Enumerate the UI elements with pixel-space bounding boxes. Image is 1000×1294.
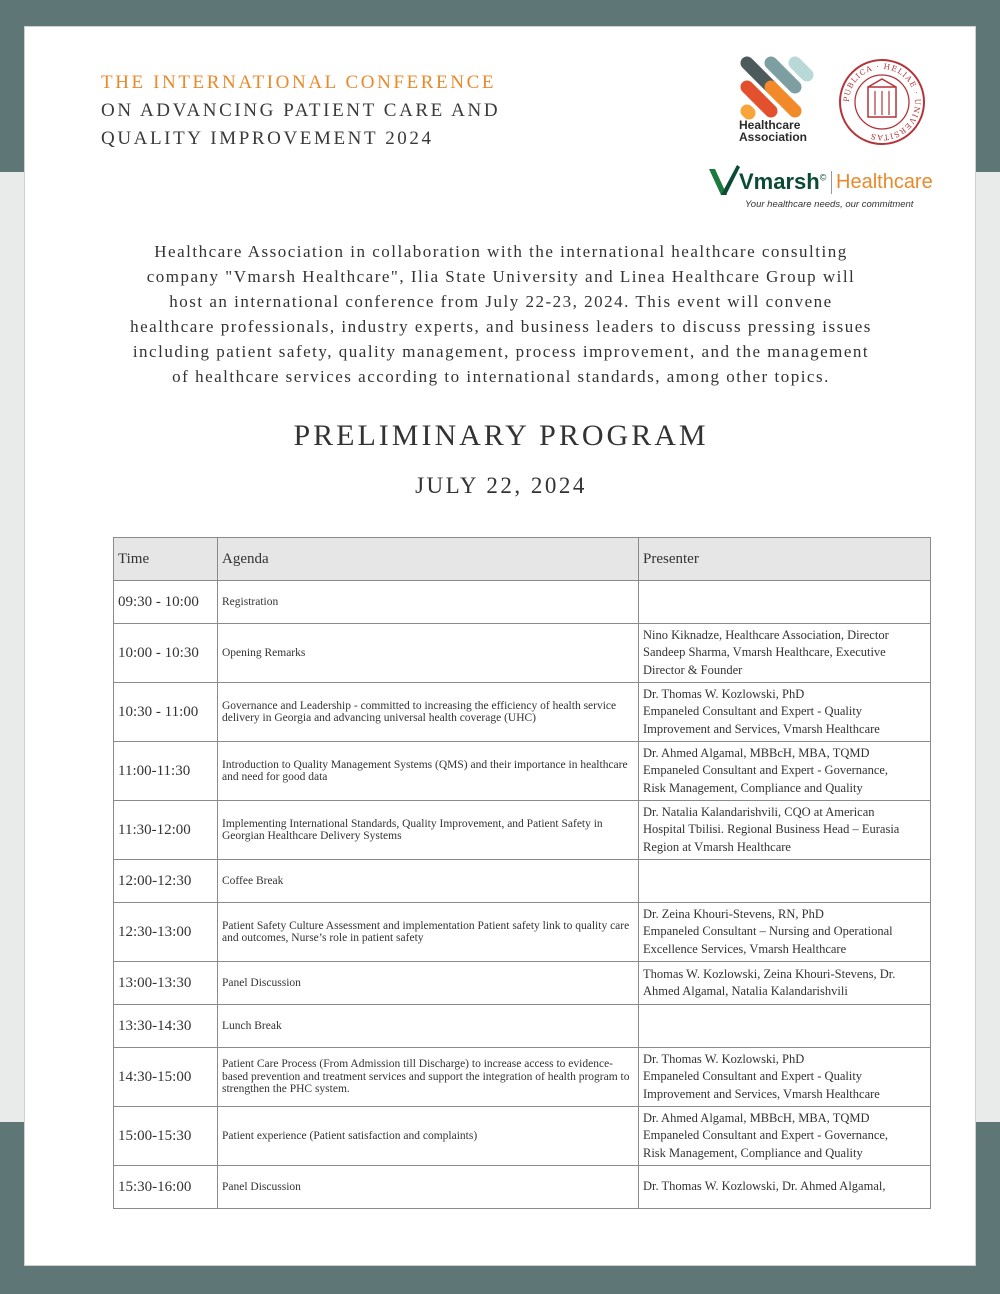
seal-ring-text: PUBLICA · HELIAE · UNIVERSITAS xyxy=(841,61,923,143)
program-date: JULY 22, 2024 xyxy=(415,473,587,498)
presenter-cell xyxy=(639,1048,931,1107)
presenter-cell xyxy=(639,1107,931,1166)
presenter-line: Improvement and Services, Vmarsh Healthcare xyxy=(643,721,880,736)
presenter-line: Dr. Thomas W. Kozlowski, Dr. Ahmed Algamal, xyxy=(643,1179,886,1194)
presenter-line: Sandeep Sharma, Vmarsh Healthcare, Executive xyxy=(643,645,886,660)
column-header-agenda: Agenda xyxy=(218,538,639,581)
conference-title-line-2: ON ADVANCING PATIENT CARE AND xyxy=(101,100,501,121)
vmarsh-healthcare-text: Healthcare xyxy=(831,171,933,194)
presenter-line: Improvement and Services, Vmarsh Healthcare xyxy=(643,1086,880,1101)
intro-line: company "Vmarsh Healthcare", Ilia State University and Linea Healthcare Group will xyxy=(146,267,856,286)
presenter-line: Empaneled Consultant – Nursing and Operational xyxy=(643,924,893,939)
presenter-line: Risk Management, Compliance and Quality xyxy=(643,1145,863,1160)
time-cell: 12:00-12:30 xyxy=(114,860,218,903)
presenter-line: Region at Vmarsh Healthcare xyxy=(643,839,791,854)
vmarsh-tagline: Your healthcare needs, our commitment xyxy=(745,199,914,210)
agenda-cell: Implementing International Standards, Quality Improvement, and Patient Safety in Georgian Healthcare Delivery Systems xyxy=(218,801,639,860)
vmarsh-copyright-mark: © xyxy=(819,172,827,183)
table-row xyxy=(114,860,931,903)
presenter-cell xyxy=(639,581,931,624)
agenda-cell: Introduction to Quality Management Systems (QMS) and their importance in healthcare and need for good data xyxy=(218,742,639,801)
vmarsh-name xyxy=(739,169,826,195)
intro-line: of healthcare services according to international standards, among other topics. xyxy=(172,367,830,386)
presenter-line: Dr. Ahmed Algamal, MBBcH, MBA, TQMD xyxy=(643,1110,870,1125)
presenter-line: Risk Management, Compliance and Quality xyxy=(643,780,863,795)
agenda-cell: Registration xyxy=(218,581,639,624)
time-cell: 11:00-11:30 xyxy=(114,742,218,801)
time-cell: 11:30-12:00 xyxy=(114,801,218,860)
table-row xyxy=(114,903,931,962)
time-cell: 10:30 - 11:00 xyxy=(114,683,218,742)
presenter-line: Thomas W. Kozlowski, Zeina Khouri-Stevens, Dr. xyxy=(643,966,896,981)
presenter-cell xyxy=(639,683,931,742)
time-cell: 13:30-14:30 xyxy=(114,1005,218,1048)
vmarsh-check-icon xyxy=(707,163,741,197)
table-header-row xyxy=(114,538,931,581)
intro-paragraph xyxy=(95,239,907,389)
document-page xyxy=(24,26,976,1266)
intro-line: including patient safety, quality management, process improvement, and the management xyxy=(132,342,870,361)
table-row xyxy=(114,1107,931,1166)
program-title: PRELIMINARY PROGRAM xyxy=(293,419,709,452)
table-row xyxy=(114,742,931,801)
vmarsh-healthcare-logo xyxy=(707,161,937,213)
column-header-time: Time xyxy=(114,538,218,581)
presenter-line: Director & Founder xyxy=(643,662,743,677)
agenda-cell: Governance and Leadership - committed to increasing the efficiency of health service delivery in Georgia and advancing universal health coverage (UHC) xyxy=(218,683,639,742)
table-row xyxy=(114,624,931,683)
time-cell: 15:30-16:00 xyxy=(114,1166,218,1209)
agenda-cell: Patient experience (Patient satisfaction and complaints) xyxy=(218,1107,639,1166)
intro-line: Healthcare Association in collaboration with the international healthcare consulting xyxy=(154,242,848,261)
healthcare-association-logo xyxy=(735,51,825,143)
table-row xyxy=(114,683,931,742)
presenter-cell xyxy=(639,742,931,801)
conference-title-line-1: THE INTERNATIONAL CONFERENCE xyxy=(101,72,497,93)
time-cell: 14:30-15:00 xyxy=(114,1048,218,1107)
presenter-line: Empaneled Consultant and Expert - Quality xyxy=(643,704,863,719)
program-table xyxy=(113,537,931,1209)
presenter-line: Empaneled Consultant and Expert - Governance, xyxy=(643,763,889,778)
table-row xyxy=(114,1048,931,1107)
presenter-line: Excellence Services, Vmarsh Healthcare xyxy=(643,941,847,956)
table-row xyxy=(114,801,931,860)
presenter-line: Empaneled Consultant and Expert - Quality xyxy=(643,1069,863,1084)
healthcare-association-wordmark xyxy=(739,119,825,143)
table-row xyxy=(114,1166,931,1209)
presenter-cell xyxy=(639,903,931,962)
presenter-cell xyxy=(639,962,931,1005)
agenda-cell: Panel Discussion xyxy=(218,1166,639,1209)
ha-line-1: Healthcare xyxy=(739,118,801,132)
time-cell: 09:30 - 10:00 xyxy=(114,581,218,624)
intro-line: host an international conference from July 22-23, 2024. This event will convene xyxy=(169,292,833,311)
university-seal-icon xyxy=(837,57,927,147)
presenter-cell xyxy=(639,860,931,903)
vmarsh-name-text: Vmarsh xyxy=(739,169,820,194)
presenter-cell xyxy=(639,624,931,683)
presenter-cell xyxy=(639,801,931,860)
time-cell: 15:00-15:30 xyxy=(114,1107,218,1166)
time-cell: 13:00-13:30 xyxy=(114,962,218,1005)
presenter-line: Nino Kiknadze, Healthcare Association, Director xyxy=(643,627,889,642)
presenter-cell xyxy=(639,1005,931,1048)
presenter-line: Dr. Thomas W. Kozlowski, PhD xyxy=(643,686,805,701)
presenter-line: Dr. Natalia Kalandarishvili, CQO at American xyxy=(643,804,875,819)
presenter-cell xyxy=(639,1166,931,1209)
presenter-line: Ahmed Algamal, Natalia Kalandarishvili xyxy=(643,984,848,998)
agenda-cell: Patient Safety Culture Assessment and implementation Patient safety link to quality care and outcomes, Nurse’s role in patient safety xyxy=(218,903,639,962)
ha-line-2: Association xyxy=(739,130,808,144)
time-cell: 12:30-13:00 xyxy=(114,903,218,962)
intro-line: healthcare professionals, industry experts, and business leaders to discuss pressing issues xyxy=(130,317,872,336)
presenter-line: Dr. Ahmed Algamal, MBBcH, MBA, TQMD xyxy=(643,745,870,760)
healthcare-association-logo-icon xyxy=(735,51,821,123)
agenda-cell: Panel Discussion xyxy=(218,962,639,1005)
table-row xyxy=(114,1005,931,1048)
presenter-line: Empaneled Consultant and Expert - Governance, xyxy=(643,1128,889,1143)
agenda-cell: Patient Care Process (From Admission till Discharge) to increase access to evidence-based prevention and treatment services and support the integration of health program to strengthen the PHC system. xyxy=(218,1048,639,1107)
agenda-cell: Coffee Break xyxy=(218,860,639,903)
agenda-cell: Opening Remarks xyxy=(218,624,639,683)
presenter-line: Hospital Tbilisi. Regional Business Head – Eurasia xyxy=(643,822,900,837)
conference-title xyxy=(101,69,500,153)
conference-title-line-3: QUALITY IMPROVEMENT 2024 xyxy=(101,128,434,149)
presenter-line: Dr. Thomas W. Kozlowski, PhD xyxy=(643,1051,805,1066)
time-cell: 10:00 - 10:30 xyxy=(114,624,218,683)
column-header-presenter: Presenter xyxy=(639,538,931,581)
agenda-cell: Lunch Break xyxy=(218,1005,639,1048)
presenter-line: Dr. Zeina Khouri-Stevens, RN, PhD xyxy=(643,906,824,921)
table-row xyxy=(114,581,931,624)
table-row xyxy=(114,962,931,1005)
